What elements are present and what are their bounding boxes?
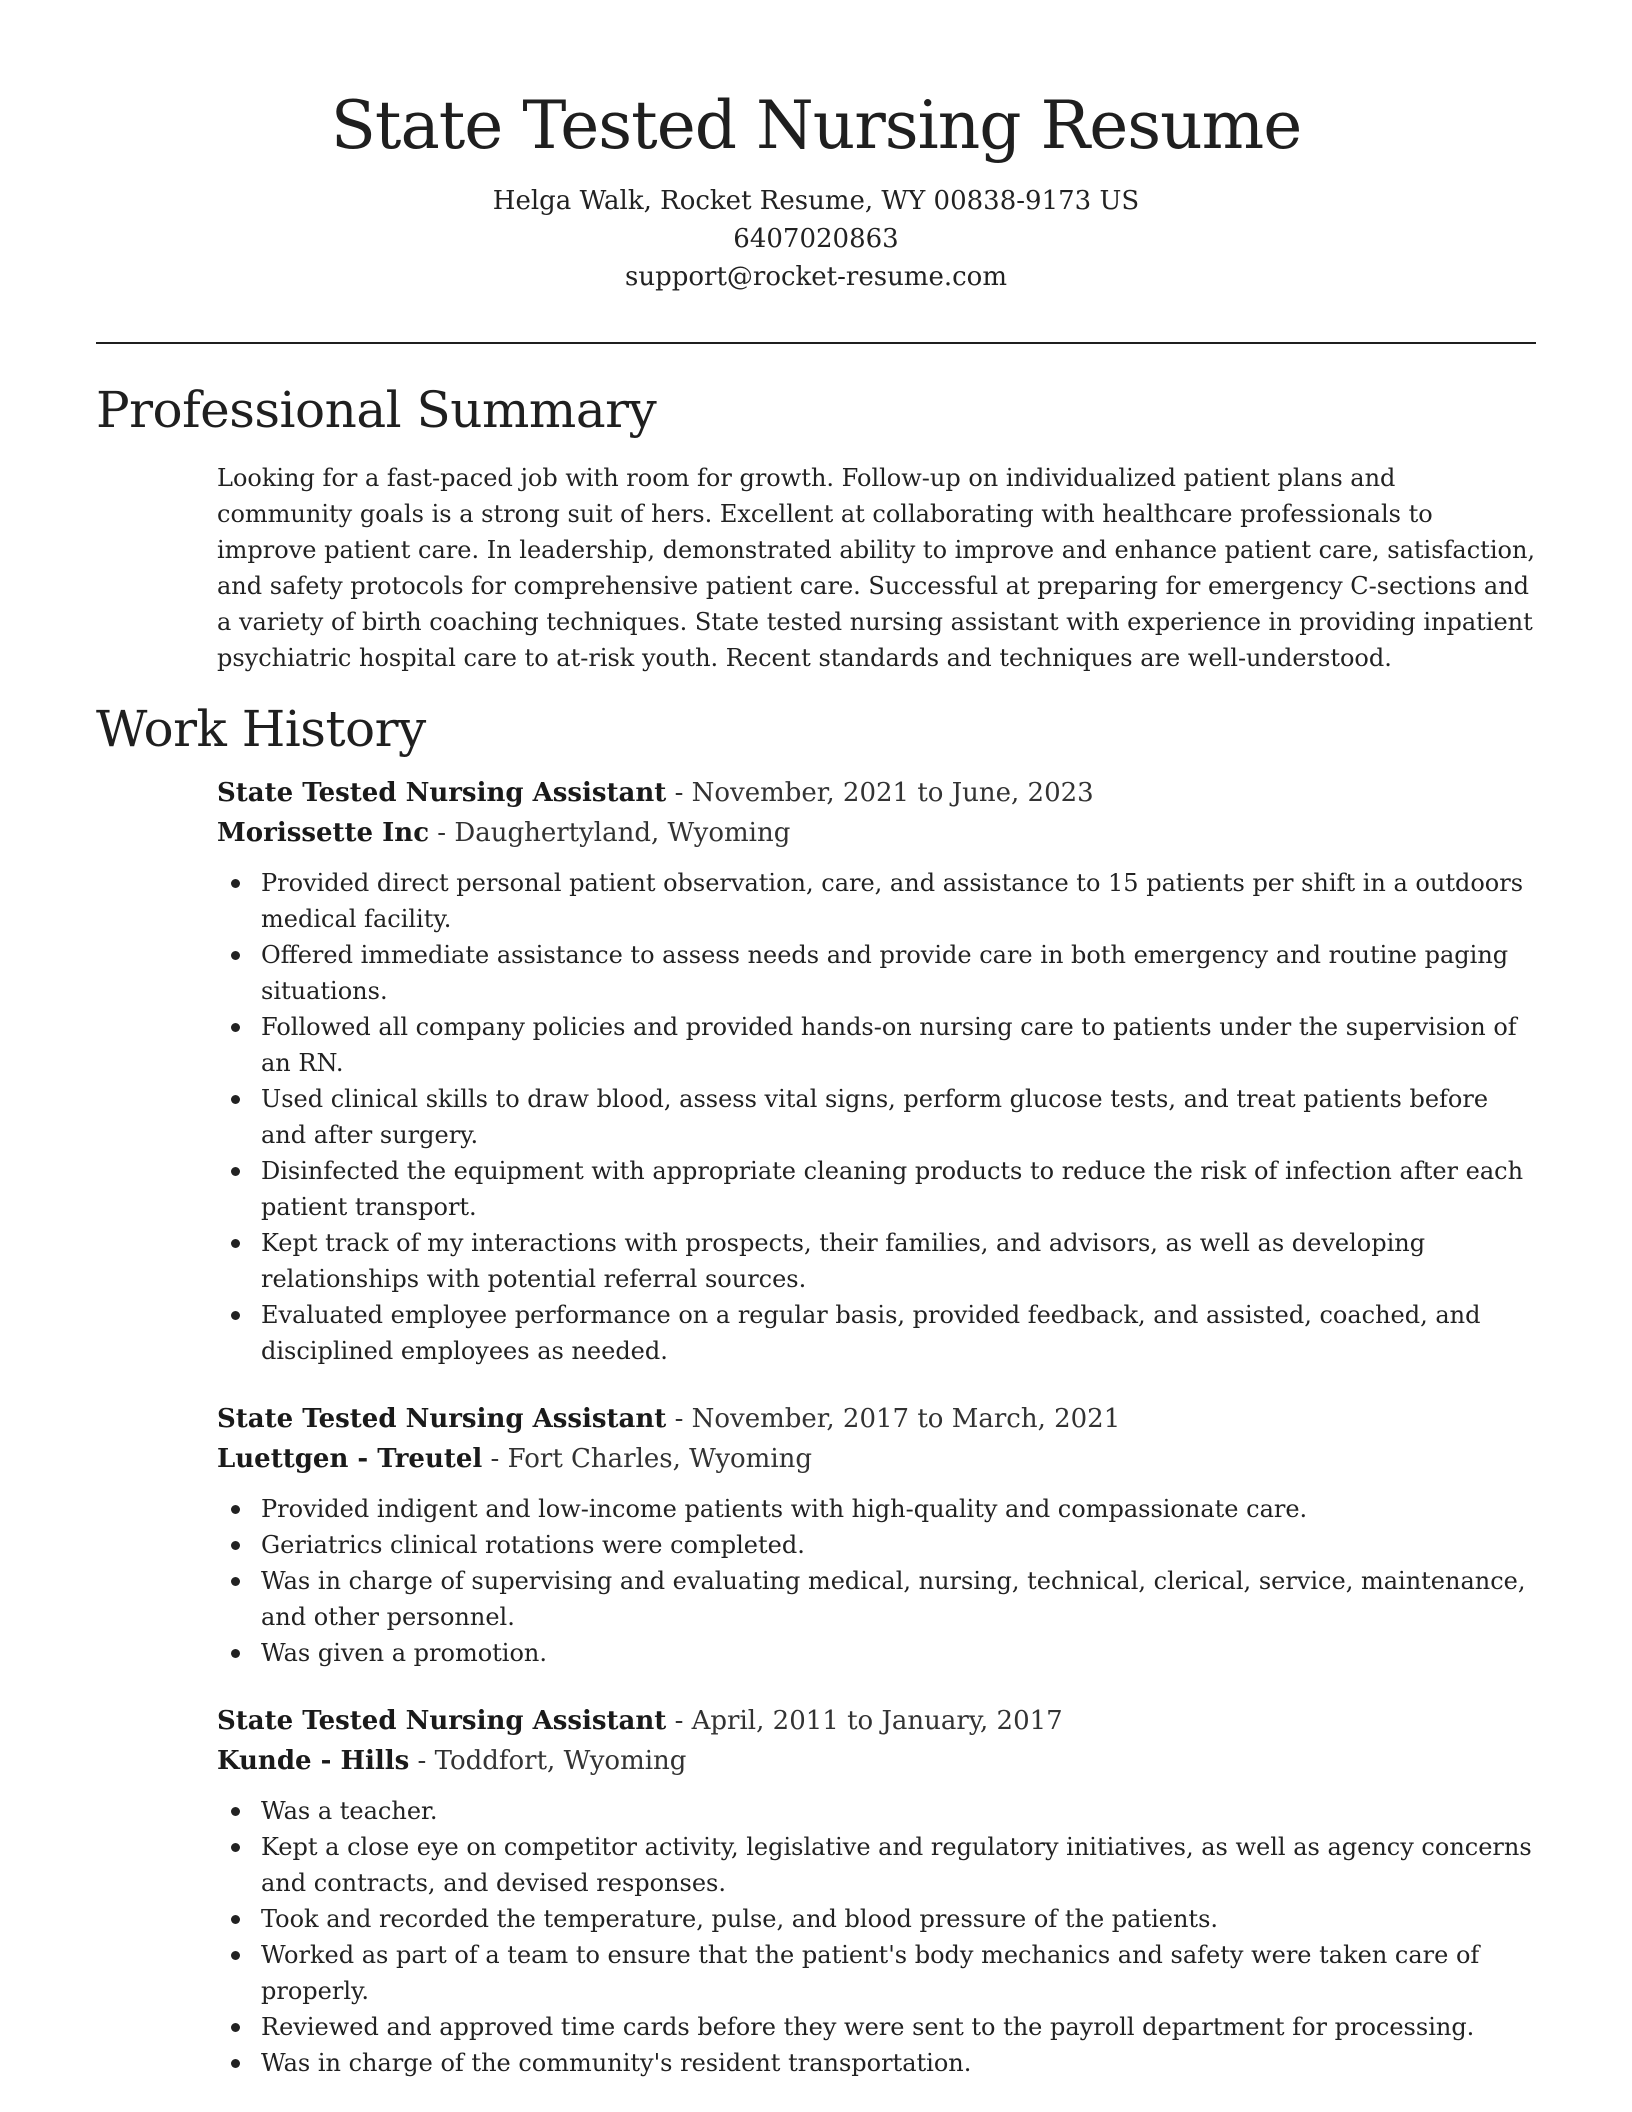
separator: - [482, 1444, 508, 1474]
bullet-text: Used clinical skills to draw blood, assess vital signs, perform glucose tests, and treat patients before and after surgery. [261, 1085, 1489, 1149]
list-item [217, 1225, 1536, 1297]
job-bullets [217, 1491, 1536, 1671]
summary-heading: Professional Summary [96, 381, 657, 439]
job-bullets [217, 1793, 1536, 2081]
job-entry [217, 1701, 1536, 2081]
separator: - [666, 778, 692, 808]
job-location: Daughertyland, Wyoming [454, 818, 791, 848]
bullet-text: Was in charge of supervising and evaluating medical, nursing, technical, clerical, service, maintenance, and other personnel. [261, 1567, 1526, 1631]
bullet-dot-icon [231, 1915, 240, 1924]
job-company-line [217, 1439, 1536, 1479]
list-item [217, 1297, 1536, 1369]
list-item [217, 1793, 1536, 1829]
list-item [217, 1081, 1536, 1153]
bullet-dot-icon [231, 1843, 240, 1852]
bullet-text: Was given a promotion. [261, 1639, 548, 1667]
bullet-text: Disinfected the equipment with appropriate cleaning products to reduce the risk of infection after each patient transport. [261, 1157, 1524, 1221]
job-entry [217, 773, 1536, 1369]
job-company: Morissette Inc [217, 818, 430, 848]
job-dates: November, 2017 to March, 2021 [691, 1404, 1121, 1434]
job-title-line [217, 773, 1536, 813]
bullet-text: Provided direct personal patient observation, care, and assistance to 15 patients per shift in a outdoors medical facility. [261, 869, 1524, 933]
job-title-line [217, 1701, 1536, 1741]
list-item [217, 1527, 1536, 1563]
bullet-dot-icon [231, 1239, 240, 1248]
list-item [217, 1829, 1536, 1901]
list-item [217, 1937, 1536, 2009]
list-item [217, 1153, 1536, 1225]
job-company: Kunde - Hills [217, 1746, 410, 1776]
contact-block [0, 182, 1632, 296]
contact-phone: 6407020863 [733, 224, 899, 254]
bullet-text: Evaluated employee performance on a regular basis, provided feedback, and assisted, coached, and disciplined employees as needed. [261, 1301, 1481, 1365]
resume-title: State Tested Nursing Resume [330, 87, 1302, 164]
contact-email: support@rocket-resume.com [624, 262, 1007, 292]
summary-text: Looking for a fast-paced job with room for growth. Follow-up on individualized patient plans and community goals is a strong suit of hers. Excellent at collaborating with healthcare professionals to improve patient care. In leadership, demonstrated ability to improve and enhance patient care, satisfaction, and safety protocols for comprehensive patient care. Successful at preparing for emergency C-sections and a variety of birth coaching techniques. State tested nursing assistant with experience in providing inpatient psychiatric hospital care to at-risk youth. Recent standards and techniques are well-understood. [217, 464, 1536, 672]
bullet-text: Kept track of my interactions with prospects, their families, and advisors, as well as developing relationships with potential referral sources. [261, 1229, 1426, 1293]
job-dates: November, 2021 to June, 2023 [691, 778, 1094, 808]
job-entry [217, 1399, 1536, 1671]
job-location: Toddfort, Wyoming [434, 1746, 687, 1776]
list-item [217, 865, 1536, 937]
bullet-text: Geriatrics clinical rotations were completed. [261, 1531, 805, 1559]
bullet-text: Took and recorded the temperature, pulse, and blood pressure of the patients. [261, 1905, 1219, 1933]
separator: - [409, 1746, 435, 1776]
work-history-section [96, 697, 1536, 2081]
bullet-dot-icon [231, 879, 240, 888]
separator: - [666, 1706, 692, 1736]
list-item [217, 2009, 1536, 2045]
bullet-dot-icon [231, 1023, 240, 1032]
list-item [217, 937, 1536, 1009]
job-bullets [217, 865, 1536, 1369]
bullet-text: Was in charge of the community's resident transportation. [261, 2049, 972, 2077]
bullet-dot-icon [231, 1649, 240, 1658]
bullet-dot-icon [231, 1095, 240, 1104]
bullet-text: Kept a close eye on competitor activity, legislative and regulatory initiatives, as well as agency concerns and contracts, and devised responses. [261, 1833, 1532, 1897]
bullet-text: Provided indigent and low-income patients with high-quality and compassionate care. [261, 1495, 1308, 1523]
job-company-line [217, 1741, 1536, 1781]
job-title: State Tested Nursing Assistant [217, 778, 667, 808]
job-title: State Tested Nursing Assistant [217, 1706, 667, 1736]
list-item [217, 1635, 1536, 1671]
job-title: State Tested Nursing Assistant [217, 1404, 667, 1434]
bullet-text: Was a teacher. [261, 1797, 438, 1825]
bullet-dot-icon [231, 1577, 240, 1586]
summary-section [96, 378, 1536, 676]
list-item [217, 1901, 1536, 1937]
bullet-dot-icon [231, 951, 240, 960]
bullet-dot-icon [231, 1807, 240, 1816]
resume-header [0, 0, 1632, 296]
job-company: Luettgen - Treutel [217, 1444, 483, 1474]
bullet-dot-icon [231, 1951, 240, 1960]
work-history-heading: Work History [96, 700, 426, 758]
separator: - [429, 818, 455, 848]
contact-address: Helga Walk, Rocket Resume, WY 00838-9173 US [492, 186, 1140, 216]
bullet-dot-icon [231, 2023, 240, 2032]
bullet-text: Worked as part of a team to ensure that the patient's body mechanics and safety were taken care of properly. [261, 1941, 1480, 2005]
list-item [217, 2045, 1536, 2081]
separator: - [666, 1404, 692, 1434]
bullet-dot-icon [231, 2059, 240, 2068]
bullet-dot-icon [231, 1167, 240, 1176]
job-title-line [217, 1399, 1536, 1439]
list-item [217, 1491, 1536, 1527]
bullet-dot-icon [231, 1541, 240, 1550]
bullet-text: Reviewed and approved time cards before they were sent to the payroll department for processing. [261, 2013, 1475, 2041]
job-location: Fort Charles, Wyoming [507, 1444, 813, 1474]
bullet-dot-icon [231, 1505, 240, 1514]
bullet-text: Followed all company policies and provided hands-on nursing care to patients under the supervision of an RN. [261, 1013, 1517, 1077]
bullet-dot-icon [231, 1311, 240, 1320]
header-divider [96, 342, 1536, 344]
job-company-line [217, 813, 1536, 853]
list-item [217, 1563, 1536, 1635]
job-dates: April, 2011 to January, 2017 [691, 1706, 1063, 1736]
list-item [217, 1009, 1536, 1081]
bullet-text: Offered immediate assistance to assess needs and provide care in both emergency and routine paging situations. [261, 941, 1509, 1005]
